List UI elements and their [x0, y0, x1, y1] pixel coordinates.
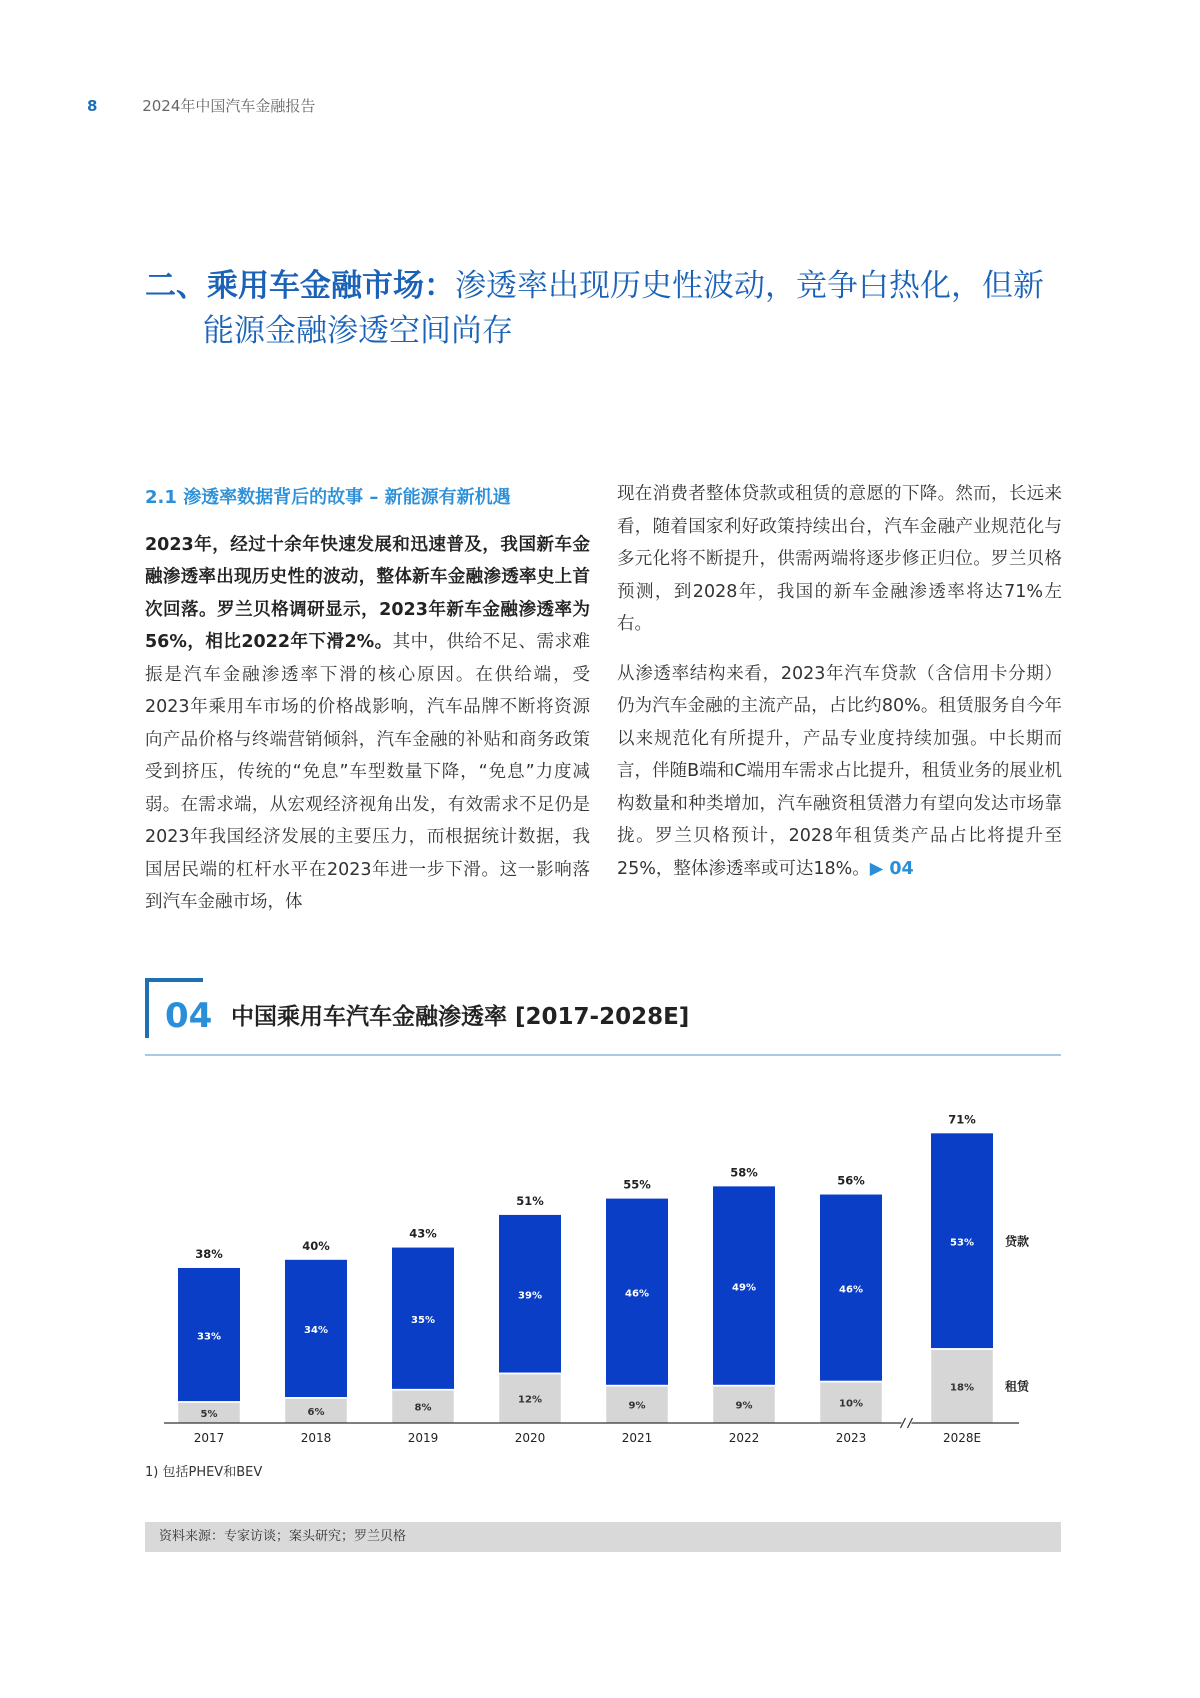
subsection-heading: 2.1 渗透率数据背后的故事 – 新能源有新机遇 — [145, 487, 511, 508]
loan-label-2020: 39% — [518, 1290, 542, 1302]
total-label-2023: 56% — [837, 1173, 865, 1188]
total-label-2022: 58% — [730, 1165, 758, 1180]
figure-footnote: 1) 包括PHEV和BEV — [145, 1465, 263, 1480]
lease-label-2021: 9% — [628, 1400, 646, 1412]
x-tick-2019: 2019 — [407, 1431, 439, 1445]
loan-label-2022: 49% — [732, 1282, 756, 1294]
lease-label-2020: 12% — [518, 1394, 542, 1406]
loan-label-2019: 35% — [411, 1314, 435, 1326]
loan-label-2017: 33% — [197, 1331, 221, 1343]
total-label-2028E: 71% — [948, 1112, 976, 1127]
legend-loan: 贷款 — [1004, 1234, 1030, 1249]
section-title-line2: 能源金融渗透空间尚存 — [203, 313, 513, 349]
total-label-2020: 51% — [516, 1193, 544, 1208]
lease-label-2023: 10% — [839, 1398, 863, 1410]
page-number: 8 — [87, 97, 98, 115]
lease-label-2022: 9% — [735, 1400, 753, 1412]
x-tick-2017: 2017 — [193, 1431, 225, 1445]
section-title-rest: 渗透率出现历史性波动，竞争白热化，但新 — [455, 268, 1044, 304]
lease-label-2019: 8% — [414, 1402, 432, 1414]
penetration-bar-chart — [145, 1080, 1061, 1450]
x-tick-2021: 2021 — [621, 1431, 653, 1445]
legend-lease: 租赁 — [1004, 1379, 1030, 1394]
right-paragraph-1: 现在消费者整体贷款或租赁的意愿的下降。然而，长远来看，随着国家利好政策持续出台，汽车金融产业规范化与多元化将不断提升，供需两端将逐步修正归位。罗兰贝格预测，到2028年，我国的新车金融渗透率将达71%左右。 — [617, 484, 1062, 634]
figure-reference-link[interactable]: ▶ 04 — [869, 858, 914, 879]
loan-label-2028E: 53% — [950, 1237, 974, 1249]
x-tick-2023: 2023 — [835, 1431, 867, 1445]
total-label-2019: 43% — [409, 1226, 437, 1241]
page-header — [87, 95, 315, 116]
loan-label-2023: 46% — [839, 1284, 863, 1296]
right-paragraph-2 — [617, 658, 1062, 886]
left-column — [145, 482, 590, 936]
lead-text: 2023年，经过十余年快速发展和迅速普及，我国新车金融渗透率出现历史性的波动，整体新车金融渗透率史上首次回落。罗兰贝格调研显示，2023年新车金融渗透率为56%，相比2022年下滑2%。 — [145, 534, 590, 652]
section-title-bold: 二、乘用车金融市场： — [145, 268, 455, 304]
figure-title: 中国乘用车汽车金融渗透率 [2017-2028E] — [231, 1004, 690, 1030]
x-tick-2018: 2018 — [300, 1431, 332, 1445]
left-paragraph — [145, 529, 590, 919]
source-bar: 资料来源：专家访谈；案头研究；罗兰贝格 — [145, 1522, 1061, 1552]
right-column — [617, 478, 1062, 902]
figure-number: 04 — [165, 996, 213, 1036]
report-title: 2024年中国汽车金融报告 — [142, 97, 316, 115]
lease-label-2017: 5% — [200, 1408, 218, 1420]
total-label-2021: 55% — [623, 1177, 651, 1192]
x-tick-2022: 2022 — [728, 1431, 760, 1445]
total-label-2018: 40% — [302, 1238, 330, 1253]
figure-header — [145, 978, 1061, 1056]
right-paragraph-2-text: 从渗透率结构来看，2023年汽车贷款（含信用卡分期）仍为汽车金融的主流产品，占比约80%。租赁服务自今年以来规范化有所提升，产品专业度持续加强。中长期而言，伴随B端和C端用车需求占比提升，租赁业务的展业机构数量和种类增加，汽车融资租赁潜力有望向发达市场靠拢。罗兰贝格预计，2028年租赁类产品占比将提升至25%，整体渗透率或可达18%。 — [617, 663, 1062, 879]
total-label-2017: 38% — [195, 1246, 223, 1261]
lease-label-2018: 6% — [307, 1406, 325, 1418]
loan-label-2018: 34% — [304, 1325, 328, 1337]
left-body-text: 其中，供给不足、需求难振是汽车金融渗透率下滑的核心原因。在供给端，受2023年乘用车市场的价格战影响，汽车品牌不断将资源向产品价格与终端营销倾斜，汽车金融的补贴和商务政策受到挤压，传统的“免息”车型数量下降，“免息”力度减弱。在需求端，从宏观经济视角出发，有效需求不足仍是2023年我国经济发展的主要压力，而根据统计数据，我国居民端的杠杆水平在2023年进一步下滑。这一影响落到汽车金融市场，体 — [145, 632, 590, 912]
loan-label-2021: 46% — [625, 1288, 649, 1300]
x-tick-2020: 2020 — [514, 1431, 546, 1445]
x-tick-2028E: 2028E — [942, 1431, 982, 1445]
section-title — [145, 264, 1065, 354]
lease-label-2028E: 18% — [950, 1382, 974, 1394]
